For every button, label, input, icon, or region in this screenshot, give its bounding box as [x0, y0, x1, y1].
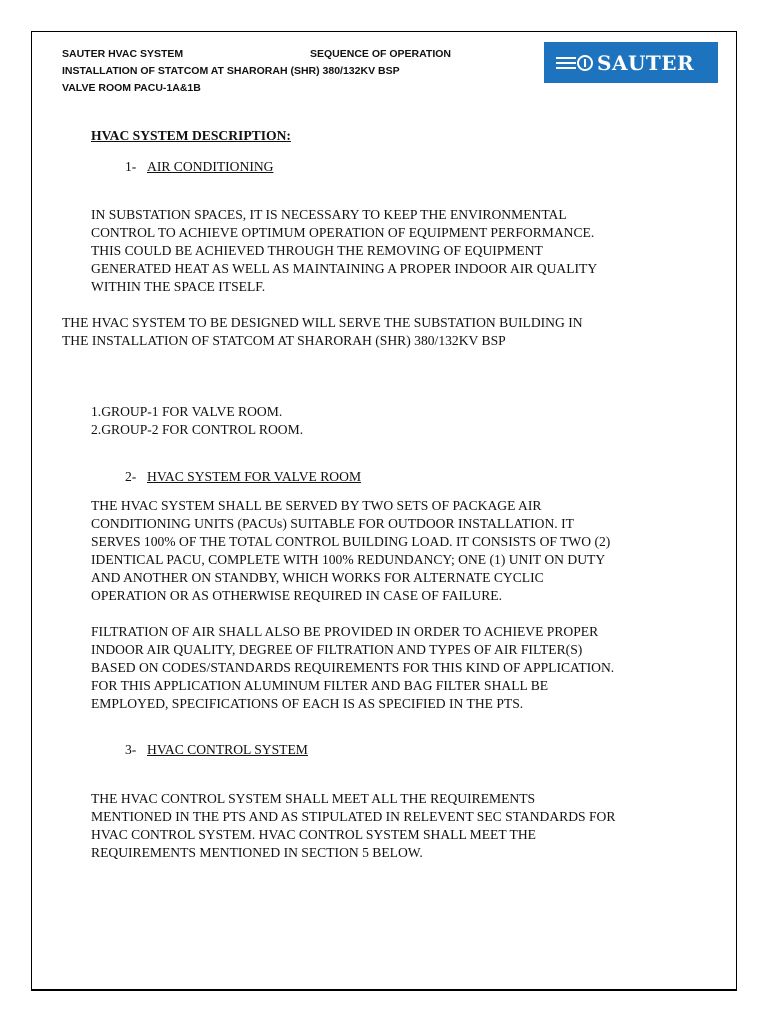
paragraph-line: REQUIREMENTS MENTIONED IN SECTION 5 BELOW. [91, 845, 423, 860]
logo-text: SAUTER [597, 50, 695, 75]
paragraph-line: EMPLOYED, SPECIFICATIONS OF EACH IS AS SPECIFIED IN THE PTS. [91, 696, 524, 711]
section-1-heading: AIR CONDITIONING [147, 159, 274, 174]
section-3-heading: HVAC CONTROL SYSTEM [147, 742, 308, 757]
paragraph-line: IN SUBSTATION SPACES, IT IS NECESSARY TO KEEP THE ENVIRONMENTAL [91, 207, 567, 222]
paragraph-2 [62, 314, 583, 350]
paragraph-line: CONDITIONING UNITS (PACUs) SUITABLE FOR OUTDOOR INSTALLATION. IT [91, 516, 574, 531]
paragraph-line: AND ANOTHER ON STANDBY, WHICH WORKS FOR ALTERNATE CYCLIC [91, 570, 544, 585]
paragraph-line: THE HVAC SYSTEM TO BE DESIGNED WILL SERVE THE SUBSTATION BUILDING IN [62, 315, 583, 330]
paragraph-line: THE INSTALLATION OF STATCOM AT SHARORAH (SHR) 380/132KV BSP [62, 333, 506, 348]
paragraph-4 [91, 623, 614, 713]
list-item: 2.GROUP-2 FOR CONTROL ROOM. [91, 422, 304, 437]
paragraph-line: WITHIN THE SPACE ITSELF. [91, 279, 266, 294]
header-project: INSTALLATION OF STATCOM AT SHARORAH (SHR) 380/132KV BSP [62, 65, 400, 77]
paragraph-3 [91, 497, 610, 605]
logo-ring-icon [577, 55, 593, 71]
paragraph-line: GENERATED HEAT AS WELL AS MAINTAINING A PROPER INDOOR AIR QUALITY [91, 261, 598, 276]
logo-lines-icon [556, 57, 576, 69]
paragraph-5 [91, 790, 615, 862]
paragraph-line: CONTROL TO ACHIEVE OPTIMUM OPERATION OF EQUIPMENT PERFORMANCE. [91, 225, 595, 240]
section-3-number: 3- [125, 742, 137, 757]
header-doc-type: SEQUENCE OF OPERATION [310, 48, 451, 60]
paragraph-line: FILTRATION OF AIR SHALL ALSO BE PROVIDED IN ORDER TO ACHIEVE PROPER [91, 624, 599, 639]
paragraph-line: OPERATION OR AS OTHERWISE REQUIRED IN CASE OF FAILURE. [91, 588, 502, 603]
paragraph-line: MENTIONED IN THE PTS AND AS STIPULATED IN RELEVENT SEC STANDARDS FOR [91, 809, 616, 824]
paragraph-line: IDENTICAL PACU, COMPLETE WITH 100% REDUNDANCY; ONE (1) UNIT ON DUTY [91, 552, 606, 567]
section-2-heading: HVAC SYSTEM FOR VALVE ROOM [147, 469, 362, 484]
paragraph-line: THIS COULD BE ACHIEVED THROUGH THE REMOVING OF EQUIPMENT [91, 243, 543, 258]
list-item: 1.GROUP-1 FOR VALVE ROOM. [91, 404, 283, 419]
section-1-number: 1- [125, 159, 137, 174]
paragraph-line: INDOOR AIR QUALITY, DEGREE OF FILTRATION AND TYPES OF AIR FILTER(S) [91, 642, 583, 657]
paragraph-line: THE HVAC CONTROL SYSTEM SHALL MEET ALL THE REQUIREMENTS [91, 791, 536, 806]
paragraph-line: SERVES 100% OF THE TOTAL CONTROL BUILDING LOAD. IT CONSISTS OF TWO (2) [91, 534, 611, 549]
section-title: HVAC SYSTEM DESCRIPTION: [91, 128, 291, 143]
paragraph-line: BASED ON CODES/STANDARDS REQUIREMENTS FOR THIS KIND OF APPLICATION. [91, 660, 615, 675]
group-list [91, 403, 303, 439]
section-2-number: 2- [125, 469, 137, 484]
header-area: VALVE ROOM PACU-1A&1B [62, 82, 201, 94]
paragraph-line: FOR THIS APPLICATION ALUMINUM FILTER AND BAG FILTER SHALL BE [91, 678, 549, 693]
paragraph-1 [91, 206, 597, 296]
header-company: SAUTER HVAC SYSTEM [62, 48, 184, 60]
sauter-logo [544, 42, 718, 83]
paragraph-line: THE HVAC SYSTEM SHALL BE SERVED BY TWO SETS OF PACKAGE AIR [91, 498, 542, 513]
paragraph-line: HVAC CONTROL SYSTEM. HVAC CONTROL SYSTEM SHALL MEET THE [91, 827, 536, 842]
